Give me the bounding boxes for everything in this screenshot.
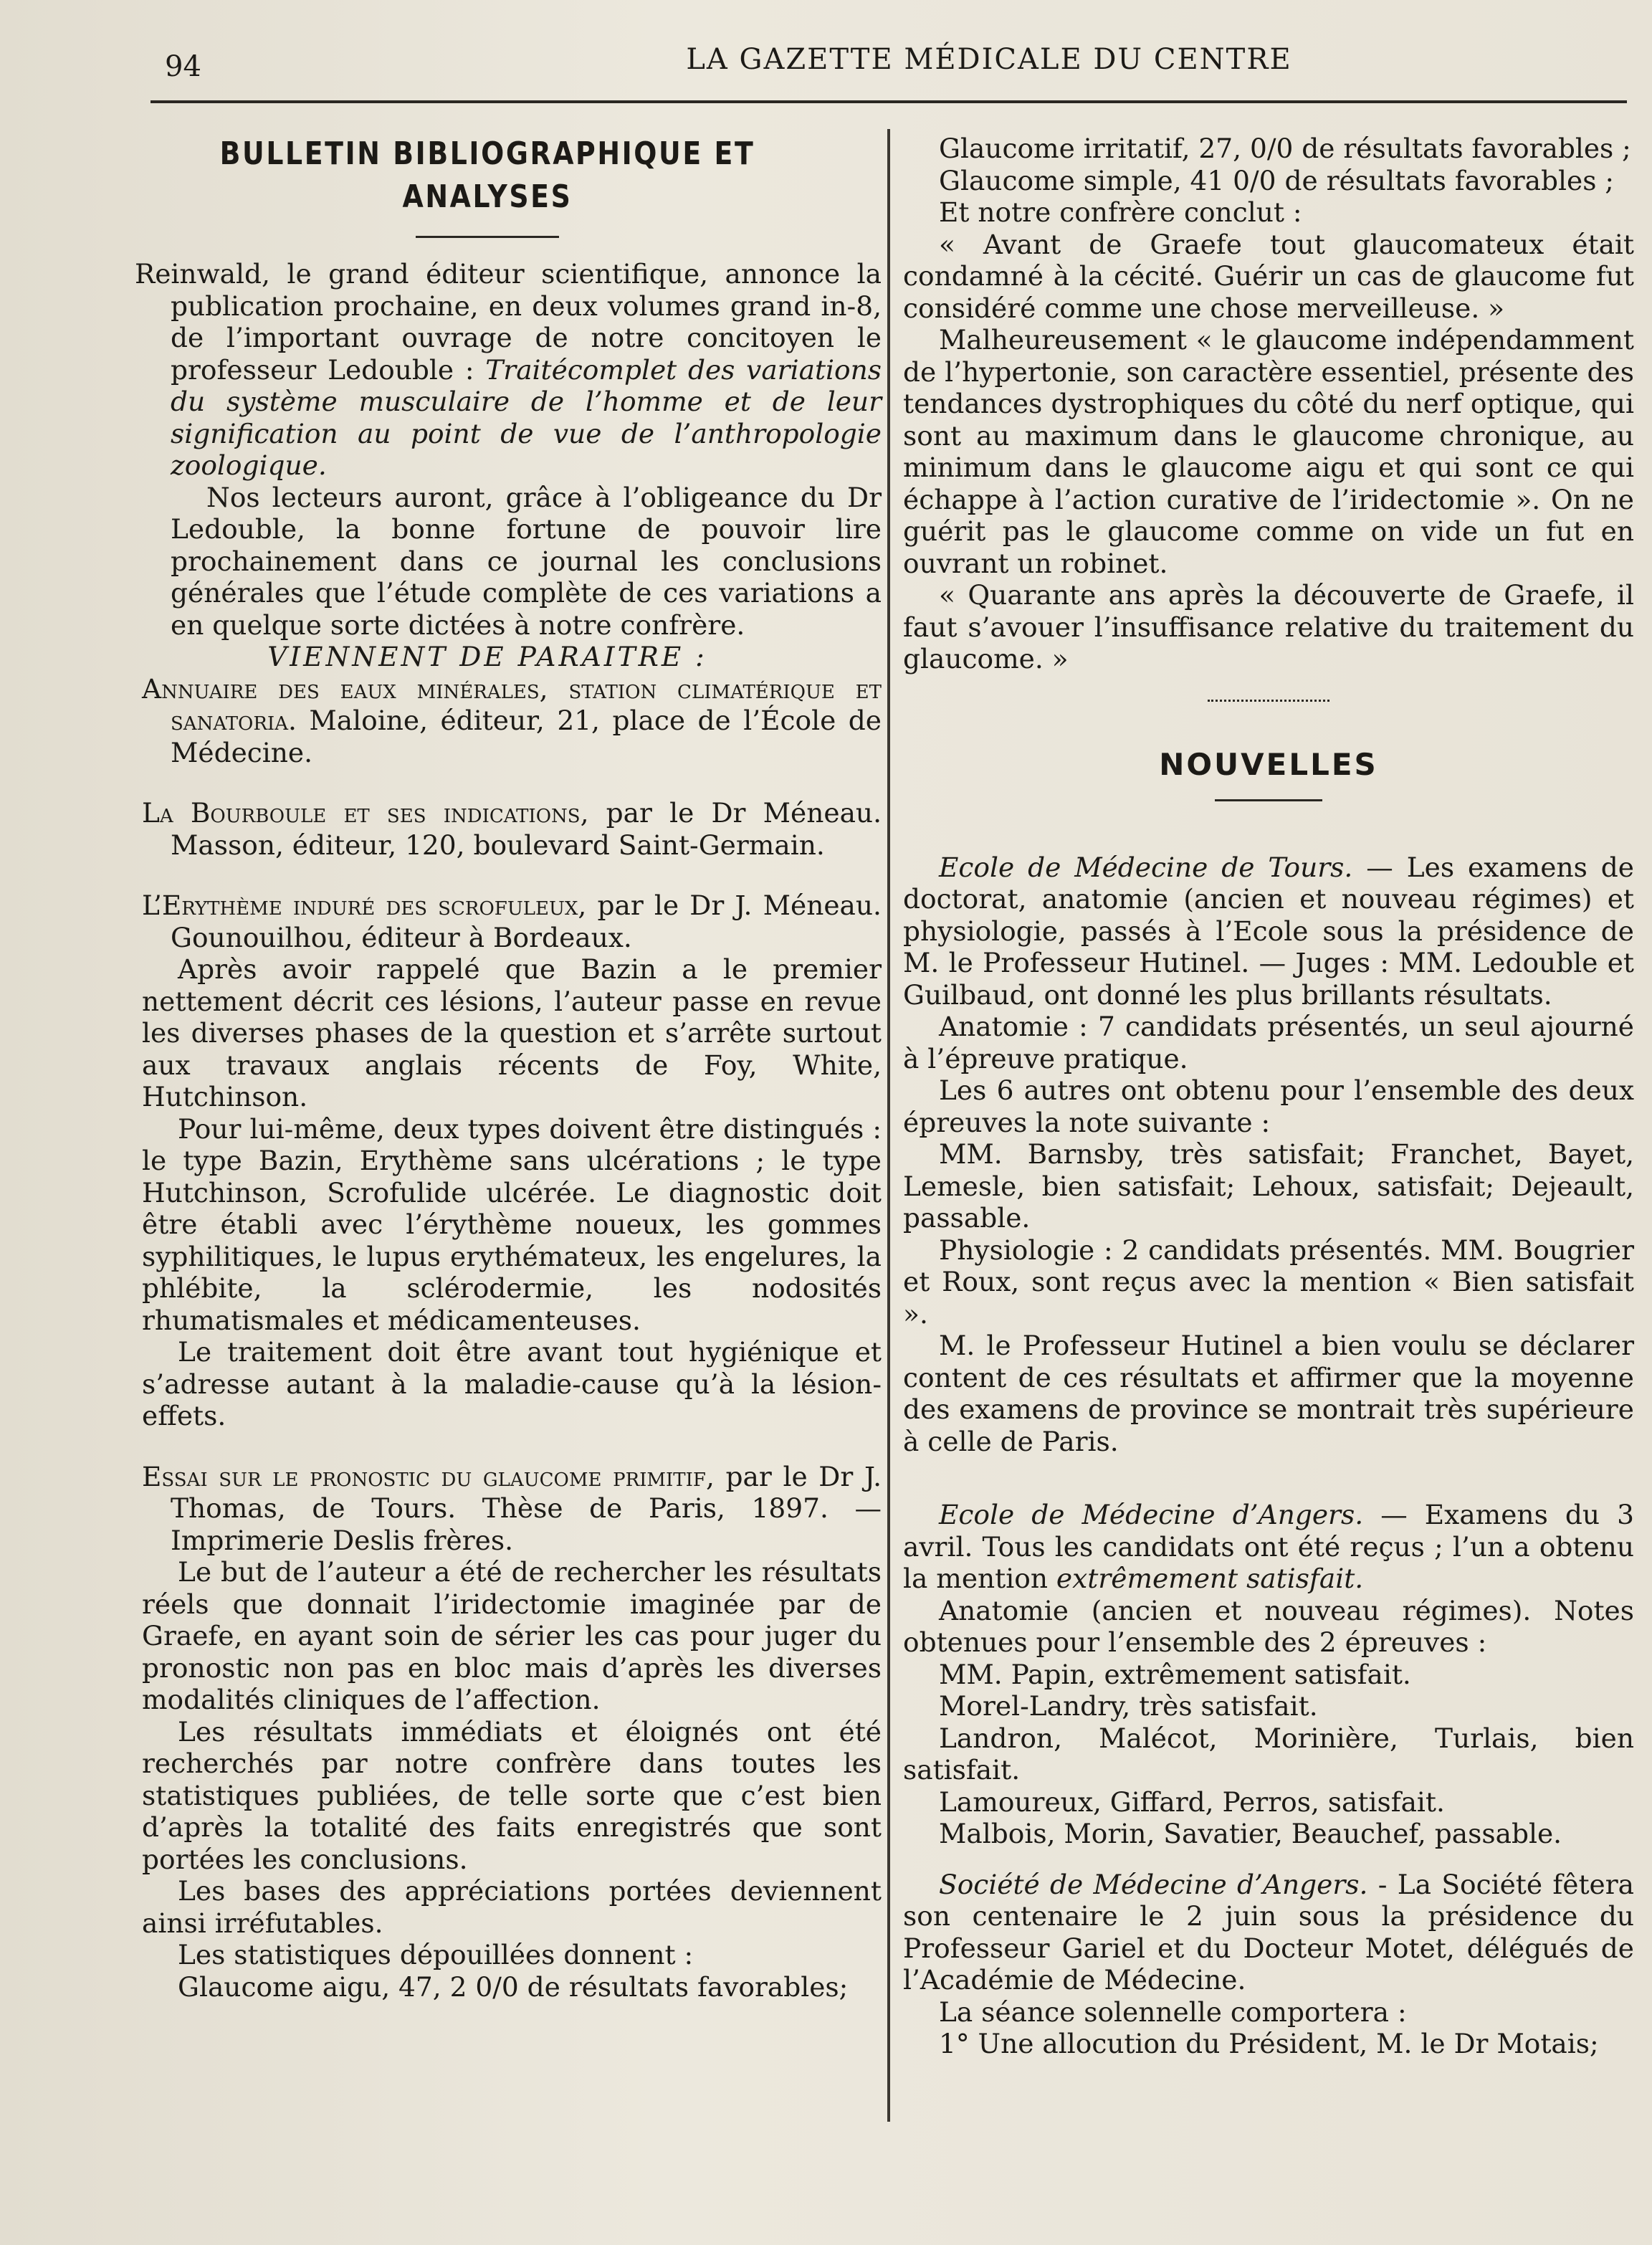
tours-heading: Ecole de Médecine de Tours. [939,851,1353,883]
nouvelles-heading: NOUVELLES [1159,746,1378,782]
conclut-line: Et notre confrère conclut : [939,196,1302,228]
tours-physiologie: Physiologie : 2 candidats présentés. MM. Bougrier et Roux, sont reçus avec la mention « Bien satisfait ». [903,1234,1634,1330]
reinwald-text: Reinwald, le grand éditeur scientifique, annonce la publication prochaine, en deux volumes grand in-8, de l’important ouvrage de notre concitoyen le professeur Ledouble : [135,258,882,386]
allocution-line: 1° Une allocution du Président, M. le Dr Motais; [939,2028,1599,2059]
wavy-separator [1208,695,1329,702]
glaucome-simple-line: Glaucome simple, 41 0/0 de résultats favorables ; [939,164,1615,196]
quote-paragraph-2: Malheureusement « le glaucome indépendamment de l’hypertonie, son caractère essentiel, présente des tendances dystrophiques du côté du nerf optique, qui sont au maximum dans le glaucome chronique, au minimum dans le glaucome aigu et qui sont ce qui échappe à l’action curative de l’iridectomie ». On ne guérit pas le glaucome comme on vide un fut en ouvrant un robinet. [903,324,1634,579]
essai-paragraph-5: Glaucome aigu, 47, 2 0/0 de résultats favorables; [178,1970,849,2003]
title-rule [416,236,559,238]
bourboule-entry [93,797,882,861]
angers-text: — Examens du 3 avril. Tous les candidats ont été reçus ; l’un a obtenu la mention [903,1499,1634,1594]
reinwald-book-title: Traitécomplet des variations du système musculaire de l’homme et de leur signification au point de vue de l’anthropologie zoologique. [171,353,882,481]
running-header [151,43,1627,86]
angers-papin: MM. Papin, extrêmement satisfait. [939,1658,1411,1690]
viennent-heading: VIENNENT DE PARAITRE : [267,641,707,672]
quote-paragraph-3: « Quarante ans après la découverte de Graefe, il faut s’avouer l’insuffisance relative du traitement du glaucome. » [903,579,1634,675]
annuaire-title: Annuaire des eaux minérales, station climatérique et sanatoria. [142,672,882,736]
bourboule-details: par le Dr Méneau. Masson, éditeur, 120, boulevard Saint-Germain. [171,797,882,861]
essai-title: Essai sur le pronostic du glaucome primitif, [142,1460,715,1492]
spacer [93,768,882,797]
tours-notes: MM. Barnsby, très satisfait; Franchet, Bayet, Lemesle, bien satisfait; Lehoux, satisfait; Dejeault, passable. [903,1138,1634,1234]
spacer [903,1850,1634,1869]
left-column [93,133,882,2003]
glaucome-irritatif-line: Glaucome irritatif, 27, 0/0 de résultats favorables ; [939,133,1631,164]
societe-paragraph [903,1869,1634,1996]
angers-heading: Ecole de Médecine d’Angers. [939,1499,1364,1530]
journal-title: LA GAZETTE MÉDICALE DU CENTRE [686,43,1292,76]
annuaire-entry [93,673,882,769]
quote-paragraph-1: « Avant de Graefe tout glaucomateux était condamné à la cécité. Guérir un cas de glaucome fut considéré comme une chose merveilleuse. » [903,228,1634,324]
seance-line: La séance solennelle comportera : [939,1996,1407,2028]
spacer [903,1457,1634,1499]
spacer [93,861,882,890]
tours-text: — Les examens de doctorat, anatomie (ancien et nouveau régimes) et physiologie, passés à l’Ecole sous la présidence de M. le Professeur Hutinel. — Juges : MM. Ledouble et Guilbaud, ont donné les plus brillants résultats. [903,851,1634,1011]
essai-paragraph-3: Les bases des appréciations portées deviennent ainsi irréfutables. [142,1875,882,1939]
lecteurs-paragraph: Nos lecteurs auront, grâce à l’obligeance du Dr Ledouble, la bonne fortune de pouvoir lire prochainement dans ce journal les conclusions générales que l’étude complète de ces variations a en quelque sorte dictées à notre confrère. [171,481,882,641]
right-column [903,133,1634,2060]
tours-anatomie: Anatomie : 7 candidats présentés, un seul ajourné à l’épreuve pratique. [903,1011,1634,1074]
column-divider [887,129,890,2122]
erytheme-entry [93,890,882,953]
header-rule [151,100,1627,103]
essai-paragraph-2: Les résultats immédiats et éloignés ont été recherchés par notre confrère dans toutes les statistiques publiées, de telle sorte que c’est bien d’après la totalité des faits enregistrés que sont portées les conclusions. [142,1715,882,1875]
erytheme-details: par le Dr J. Méneau. Gounouilhou, éditeur à Bordeaux. [171,890,882,953]
angers-malbois: Malbois, Morin, Savatier, Beauchef, passable. [939,1818,1562,1849]
angers-paragraph [903,1499,1634,1595]
erytheme-paragraph-2: Pour lui-même, deux types doivent être distingués : le type Bazin, Erythème sans ulcérations ; le type Hutchinson, Scrofulide ulcérée. Le diagnostic doit être établi avec l’érythème noueux, les gommes syphilitiques, le lupus erythémateux, les engelures, la phlébite, la sclérodermie, les nodosités rhumatismales et médicamenteuses. [142,1112,882,1336]
angers-morel: Morel-Landry, très satisfait. [939,1690,1318,1722]
angers-lamoureux: Lamoureux, Giffard, Perros, satisfait. [939,1786,1445,1818]
erytheme-title: L’Erythème induré des scrofuleux, [142,890,587,921]
essai-paragraph-4: Les statistiques dépouillées donnent : [178,1939,694,1970]
tours-paragraph [903,852,1634,1011]
essai-entry [93,1461,882,1557]
essai-paragraph-1: Le but de l’auteur a été de rechercher les résultats réels que donnait l’iridectomie imaginée par de Graefe, en ayant soin de sérier les cas pour juger du pronostic non pas en bloc mais d’après les diverses modalités cliniques de l’affection. [142,1556,882,1715]
reinwald-paragraph [93,258,882,482]
societe-heading: Société de Médecine d’Angers. [939,1868,1368,1900]
essai-details: par le Dr J. Thomas, de Tours. Thèse de Paris, 1897. — Imprimerie Deslis frères. [171,1460,882,1556]
spacer [93,1432,882,1461]
annuaire-details: Maloine, éditeur, 21, place de l’École de Médecine. [171,705,882,768]
angers-landron: Landron, Malécot, Morinière, Turlais, bien satisfait. [903,1722,1634,1786]
erytheme-paragraph-3: Le traitement doit être avant tout hygiénique et s’adresse autant à la maladie-cause qu’à la lésion-effets. [142,1336,882,1431]
tours-hutinel: M. le Professeur Hutinel a bien voulu se déclarer content de ces résultats et affirmer que la moyenne des examens de province se montrait très supérieure à celle de Paris. [903,1330,1634,1457]
bourboule-title: La Bourboule et ses indications, [142,797,589,829]
angers-anatomie: Anatomie (ancien et nouveau régimes). Notes obtenues pour l’ensemble des 2 épreuves : [903,1594,1634,1658]
angers-mention: extrêmement satisfait. [1056,1563,1364,1594]
erytheme-paragraph-1: Après avoir rappelé que Bazin a le premier nettement décrit ces lésions, l’auteur passe en revue les diverses phases de la question et s’arrête surtout aux travaux anglais récents de Foy, White, Hutchinson. [142,953,882,1112]
nouvelles-rule [1215,799,1322,801]
tours-autres: Les 6 autres ont obtenu pour l’ensemble des deux épreuves la note suivante : [903,1074,1634,1138]
section-title: BULLETIN BIBLIOGRAPHIQUE ET ANALYSES [219,135,755,215]
page-number: 94 [165,50,201,83]
societe-text: - La Société fêtera son centenaire le 2 juin sous la présidence du Professeur Gariel et du Docteur Motet, délégués de l’Académie de Médecine. [903,1868,1634,1996]
